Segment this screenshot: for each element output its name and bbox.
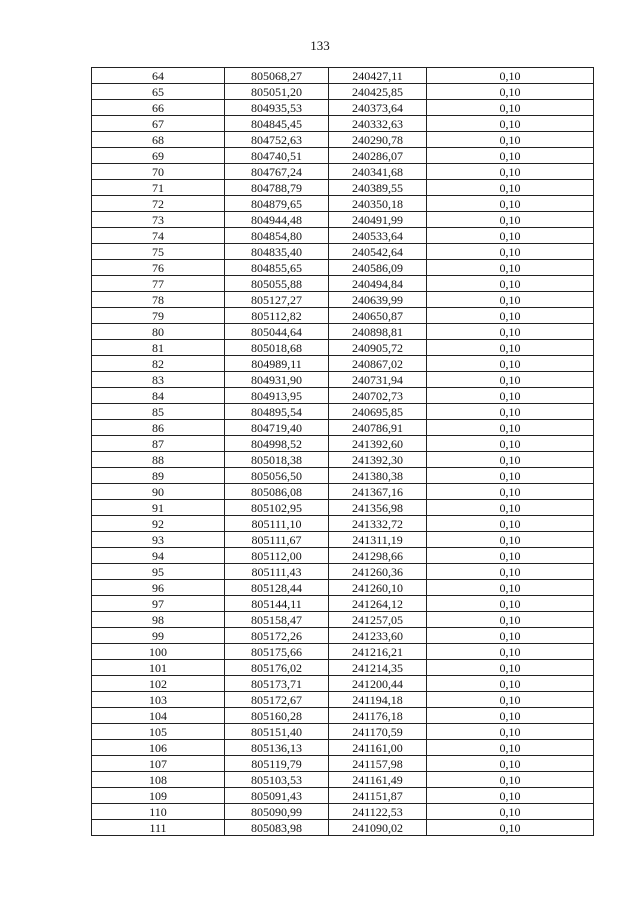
table-row xyxy=(92,708,594,724)
accuracy-cell: 0,10 xyxy=(427,404,594,420)
y-coordinate-cell: 240639,99 xyxy=(329,292,427,308)
table-row xyxy=(92,628,594,644)
table-row xyxy=(92,564,594,580)
x-coordinate-cell: 805055,88 xyxy=(225,276,329,292)
y-coordinate-cell: 240898,81 xyxy=(329,324,427,340)
x-coordinate-cell: 805112,00 xyxy=(225,548,329,564)
accuracy-cell: 0,10 xyxy=(427,596,594,612)
y-coordinate-cell: 240427,11 xyxy=(329,68,427,84)
point-number-cell: 80 xyxy=(92,324,225,340)
point-number-cell: 91 xyxy=(92,500,225,516)
accuracy-cell: 0,10 xyxy=(427,420,594,436)
x-coordinate-cell: 805103,53 xyxy=(225,772,329,788)
x-coordinate-cell: 804989,11 xyxy=(225,356,329,372)
y-coordinate-cell: 241161,00 xyxy=(329,740,427,756)
x-coordinate-cell: 804719,40 xyxy=(225,420,329,436)
y-coordinate-cell: 240731,94 xyxy=(329,372,427,388)
accuracy-cell: 0,10 xyxy=(427,628,594,644)
point-number-cell: 65 xyxy=(92,84,225,100)
accuracy-cell: 0,10 xyxy=(427,340,594,356)
x-coordinate-cell: 804740,51 xyxy=(225,148,329,164)
table-row xyxy=(92,820,594,836)
table-row xyxy=(92,804,594,820)
x-coordinate-cell: 805160,28 xyxy=(225,708,329,724)
table-row xyxy=(92,580,594,596)
table-row xyxy=(92,356,594,372)
point-number-cell: 90 xyxy=(92,484,225,500)
table-row xyxy=(92,340,594,356)
x-coordinate-cell: 805158,47 xyxy=(225,612,329,628)
accuracy-cell: 0,10 xyxy=(427,324,594,340)
point-number-cell: 69 xyxy=(92,148,225,164)
point-number-cell: 94 xyxy=(92,548,225,564)
point-number-cell: 81 xyxy=(92,340,225,356)
point-number-cell: 89 xyxy=(92,468,225,484)
accuracy-cell: 0,10 xyxy=(427,260,594,276)
point-number-cell: 103 xyxy=(92,692,225,708)
table-row xyxy=(92,788,594,804)
y-coordinate-cell: 241392,60 xyxy=(329,436,427,452)
y-coordinate-cell: 241161,49 xyxy=(329,772,427,788)
table-row xyxy=(92,212,594,228)
x-coordinate-cell: 805090,99 xyxy=(225,804,329,820)
accuracy-cell: 0,10 xyxy=(427,788,594,804)
table-body xyxy=(92,68,594,836)
point-number-cell: 97 xyxy=(92,596,225,612)
accuracy-cell: 0,10 xyxy=(427,100,594,116)
table-row xyxy=(92,756,594,772)
x-coordinate-cell: 805086,08 xyxy=(225,484,329,500)
accuracy-cell: 0,10 xyxy=(427,468,594,484)
accuracy-cell: 0,10 xyxy=(427,756,594,772)
y-coordinate-cell: 241260,36 xyxy=(329,564,427,580)
y-coordinate-cell: 241260,10 xyxy=(329,580,427,596)
point-number-cell: 100 xyxy=(92,644,225,660)
accuracy-cell: 0,10 xyxy=(427,164,594,180)
point-number-cell: 79 xyxy=(92,308,225,324)
table-row xyxy=(92,164,594,180)
x-coordinate-cell: 804998,52 xyxy=(225,436,329,452)
x-coordinate-cell: 805144,11 xyxy=(225,596,329,612)
y-coordinate-cell: 240695,85 xyxy=(329,404,427,420)
point-number-cell: 108 xyxy=(92,772,225,788)
y-coordinate-cell: 241233,60 xyxy=(329,628,427,644)
accuracy-cell: 0,10 xyxy=(427,308,594,324)
y-coordinate-cell: 241090,02 xyxy=(329,820,427,836)
table-row xyxy=(92,84,594,100)
table-row xyxy=(92,196,594,212)
x-coordinate-cell: 804944,48 xyxy=(225,212,329,228)
y-coordinate-cell: 240286,07 xyxy=(329,148,427,164)
y-coordinate-cell: 241122,53 xyxy=(329,804,427,820)
y-coordinate-cell: 240341,68 xyxy=(329,164,427,180)
x-coordinate-cell: 804835,40 xyxy=(225,244,329,260)
accuracy-cell: 0,10 xyxy=(427,196,594,212)
x-coordinate-cell: 805136,13 xyxy=(225,740,329,756)
y-coordinate-cell: 240491,99 xyxy=(329,212,427,228)
table-row xyxy=(92,516,594,532)
y-coordinate-cell: 241332,72 xyxy=(329,516,427,532)
y-coordinate-cell: 240332,63 xyxy=(329,116,427,132)
table-row xyxy=(92,644,594,660)
accuracy-cell: 0,10 xyxy=(427,660,594,676)
y-coordinate-cell: 241216,21 xyxy=(329,644,427,660)
y-coordinate-cell: 240350,18 xyxy=(329,196,427,212)
table-row xyxy=(92,612,594,628)
table-row xyxy=(92,324,594,340)
y-coordinate-cell: 240290,78 xyxy=(329,132,427,148)
y-coordinate-cell: 241176,18 xyxy=(329,708,427,724)
table-row xyxy=(92,180,594,196)
accuracy-cell: 0,10 xyxy=(427,212,594,228)
x-coordinate-cell: 804895,54 xyxy=(225,404,329,420)
x-coordinate-cell: 804752,63 xyxy=(225,132,329,148)
accuracy-cell: 0,10 xyxy=(427,820,594,836)
y-coordinate-cell: 241380,38 xyxy=(329,468,427,484)
y-coordinate-cell: 240702,73 xyxy=(329,388,427,404)
point-number-cell: 104 xyxy=(92,708,225,724)
point-number-cell: 86 xyxy=(92,420,225,436)
y-coordinate-cell: 241264,12 xyxy=(329,596,427,612)
table-row xyxy=(92,372,594,388)
table-row xyxy=(92,772,594,788)
x-coordinate-cell: 805018,38 xyxy=(225,452,329,468)
x-coordinate-cell: 805128,44 xyxy=(225,580,329,596)
table-row xyxy=(92,484,594,500)
table-row xyxy=(92,388,594,404)
table-row xyxy=(92,148,594,164)
accuracy-cell: 0,10 xyxy=(427,532,594,548)
x-coordinate-cell: 804935,53 xyxy=(225,100,329,116)
point-number-cell: 78 xyxy=(92,292,225,308)
table-row xyxy=(92,260,594,276)
x-coordinate-cell: 804854,80 xyxy=(225,228,329,244)
y-coordinate-cell: 240586,09 xyxy=(329,260,427,276)
table-row xyxy=(92,740,594,756)
x-coordinate-cell: 804931,90 xyxy=(225,372,329,388)
accuracy-cell: 0,10 xyxy=(427,228,594,244)
table-row xyxy=(92,452,594,468)
y-coordinate-cell: 241151,87 xyxy=(329,788,427,804)
point-number-cell: 85 xyxy=(92,404,225,420)
y-coordinate-cell: 240542,64 xyxy=(329,244,427,260)
table-row xyxy=(92,724,594,740)
y-coordinate-cell: 241200,44 xyxy=(329,676,427,692)
table-row xyxy=(92,532,594,548)
point-number-cell: 71 xyxy=(92,180,225,196)
accuracy-cell: 0,10 xyxy=(427,244,594,260)
accuracy-cell: 0,10 xyxy=(427,516,594,532)
page-number: 133 xyxy=(310,38,330,53)
y-coordinate-cell: 240650,87 xyxy=(329,308,427,324)
table-row xyxy=(92,132,594,148)
y-coordinate-cell: 240786,91 xyxy=(329,420,427,436)
y-coordinate-cell: 241367,16 xyxy=(329,484,427,500)
y-coordinate-cell: 241298,66 xyxy=(329,548,427,564)
y-coordinate-cell: 241194,18 xyxy=(329,692,427,708)
point-number-cell: 67 xyxy=(92,116,225,132)
point-number-cell: 111 xyxy=(92,820,225,836)
accuracy-cell: 0,10 xyxy=(427,356,594,372)
accuracy-cell: 0,10 xyxy=(427,612,594,628)
x-coordinate-cell: 805083,98 xyxy=(225,820,329,836)
accuracy-cell: 0,10 xyxy=(427,292,594,308)
accuracy-cell: 0,10 xyxy=(427,740,594,756)
table-row xyxy=(92,548,594,564)
y-coordinate-cell: 241214,35 xyxy=(329,660,427,676)
point-number-cell: 84 xyxy=(92,388,225,404)
accuracy-cell: 0,10 xyxy=(427,580,594,596)
x-coordinate-cell: 805051,20 xyxy=(225,84,329,100)
accuracy-cell: 0,10 xyxy=(427,644,594,660)
y-coordinate-cell: 241356,98 xyxy=(329,500,427,516)
point-number-cell: 96 xyxy=(92,580,225,596)
point-number-cell: 75 xyxy=(92,244,225,260)
x-coordinate-cell: 804788,79 xyxy=(225,180,329,196)
x-coordinate-cell: 805044,64 xyxy=(225,324,329,340)
x-coordinate-cell: 805119,79 xyxy=(225,756,329,772)
accuracy-cell: 0,10 xyxy=(427,388,594,404)
x-coordinate-cell: 804913,95 xyxy=(225,388,329,404)
table-row xyxy=(92,692,594,708)
point-number-cell: 105 xyxy=(92,724,225,740)
point-number-cell: 99 xyxy=(92,628,225,644)
y-coordinate-cell: 240867,02 xyxy=(329,356,427,372)
y-coordinate-cell: 240373,64 xyxy=(329,100,427,116)
x-coordinate-cell: 805111,10 xyxy=(225,516,329,532)
coordinates-table xyxy=(91,67,594,836)
point-number-cell: 98 xyxy=(92,612,225,628)
accuracy-cell: 0,10 xyxy=(427,692,594,708)
point-number-cell: 68 xyxy=(92,132,225,148)
x-coordinate-cell: 805112,82 xyxy=(225,308,329,324)
x-coordinate-cell: 805102,95 xyxy=(225,500,329,516)
point-number-cell: 106 xyxy=(92,740,225,756)
x-coordinate-cell: 805172,67 xyxy=(225,692,329,708)
y-coordinate-cell: 240425,85 xyxy=(329,84,427,100)
point-number-cell: 102 xyxy=(92,676,225,692)
y-coordinate-cell: 240389,55 xyxy=(329,180,427,196)
y-coordinate-cell: 240905,72 xyxy=(329,340,427,356)
table-row xyxy=(92,100,594,116)
point-number-cell: 73 xyxy=(92,212,225,228)
point-number-cell: 101 xyxy=(92,660,225,676)
x-coordinate-cell: 805127,27 xyxy=(225,292,329,308)
x-coordinate-cell: 805151,40 xyxy=(225,724,329,740)
point-number-cell: 70 xyxy=(92,164,225,180)
x-coordinate-cell: 805018,68 xyxy=(225,340,329,356)
table-row xyxy=(92,228,594,244)
x-coordinate-cell: 805176,02 xyxy=(225,660,329,676)
point-number-cell: 87 xyxy=(92,436,225,452)
accuracy-cell: 0,10 xyxy=(427,484,594,500)
table-row xyxy=(92,676,594,692)
accuracy-cell: 0,10 xyxy=(427,372,594,388)
x-coordinate-cell: 804845,45 xyxy=(225,116,329,132)
accuracy-cell: 0,10 xyxy=(427,84,594,100)
table-row xyxy=(92,468,594,484)
y-coordinate-cell: 241170,59 xyxy=(329,724,427,740)
table-row xyxy=(92,660,594,676)
x-coordinate-cell: 804879,65 xyxy=(225,196,329,212)
accuracy-cell: 0,10 xyxy=(427,708,594,724)
y-coordinate-cell: 241157,98 xyxy=(329,756,427,772)
point-number-cell: 72 xyxy=(92,196,225,212)
x-coordinate-cell: 805111,67 xyxy=(225,532,329,548)
table-row xyxy=(92,500,594,516)
y-coordinate-cell: 241257,05 xyxy=(329,612,427,628)
table-row xyxy=(92,116,594,132)
table-row xyxy=(92,244,594,260)
point-number-cell: 76 xyxy=(92,260,225,276)
point-number-cell: 107 xyxy=(92,756,225,772)
point-number-cell: 64 xyxy=(92,68,225,84)
accuracy-cell: 0,10 xyxy=(427,772,594,788)
y-coordinate-cell: 240533,64 xyxy=(329,228,427,244)
accuracy-cell: 0,10 xyxy=(427,676,594,692)
x-coordinate-cell: 804855,65 xyxy=(225,260,329,276)
point-number-cell: 74 xyxy=(92,228,225,244)
point-number-cell: 77 xyxy=(92,276,225,292)
accuracy-cell: 0,10 xyxy=(427,548,594,564)
x-coordinate-cell: 805172,26 xyxy=(225,628,329,644)
table-row xyxy=(92,404,594,420)
y-coordinate-cell: 241311,19 xyxy=(329,532,427,548)
point-number-cell: 83 xyxy=(92,372,225,388)
x-coordinate-cell: 805173,71 xyxy=(225,676,329,692)
point-number-cell: 92 xyxy=(92,516,225,532)
accuracy-cell: 0,10 xyxy=(427,132,594,148)
accuracy-cell: 0,10 xyxy=(427,436,594,452)
point-number-cell: 66 xyxy=(92,100,225,116)
x-coordinate-cell: 805175,66 xyxy=(225,644,329,660)
table-row xyxy=(92,292,594,308)
point-number-cell: 95 xyxy=(92,564,225,580)
x-coordinate-cell: 805091,43 xyxy=(225,788,329,804)
table-row xyxy=(92,276,594,292)
accuracy-cell: 0,10 xyxy=(427,68,594,84)
point-number-cell: 110 xyxy=(92,804,225,820)
accuracy-cell: 0,10 xyxy=(427,500,594,516)
table-row xyxy=(92,308,594,324)
point-number-cell: 93 xyxy=(92,532,225,548)
accuracy-cell: 0,10 xyxy=(427,724,594,740)
table-row xyxy=(92,68,594,84)
accuracy-cell: 0,10 xyxy=(427,116,594,132)
accuracy-cell: 0,10 xyxy=(427,804,594,820)
x-coordinate-cell: 804767,24 xyxy=(225,164,329,180)
y-coordinate-cell: 240494,84 xyxy=(329,276,427,292)
y-coordinate-cell: 241392,30 xyxy=(329,452,427,468)
table-row xyxy=(92,436,594,452)
accuracy-cell: 0,10 xyxy=(427,180,594,196)
accuracy-cell: 0,10 xyxy=(427,276,594,292)
accuracy-cell: 0,10 xyxy=(427,452,594,468)
accuracy-cell: 0,10 xyxy=(427,564,594,580)
point-number-cell: 82 xyxy=(92,356,225,372)
point-number-cell: 88 xyxy=(92,452,225,468)
point-number-cell: 109 xyxy=(92,788,225,804)
x-coordinate-cell: 805111,43 xyxy=(225,564,329,580)
accuracy-cell: 0,10 xyxy=(427,148,594,164)
x-coordinate-cell: 805056,50 xyxy=(225,468,329,484)
x-coordinate-cell: 805068,27 xyxy=(225,68,329,84)
table-row xyxy=(92,596,594,612)
table-row xyxy=(92,420,594,436)
